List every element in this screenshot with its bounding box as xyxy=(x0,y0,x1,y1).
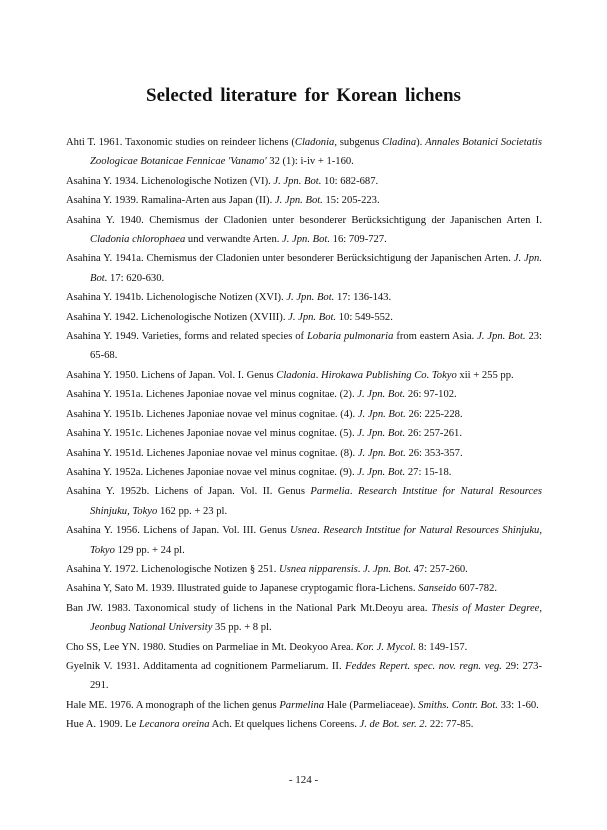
reference-text: und verwandte Arten. xyxy=(185,234,283,246)
reference-text: xii + 255 pp. xyxy=(456,369,514,381)
reference-entry xyxy=(66,385,542,404)
reference-text: Asahina Y. 1940. Chemismus der Cladonien unter besonderer Berücksichtigung der Japanischen Arten I. xyxy=(66,214,542,226)
reference-text: Asahina Y. 1939. Ramalina-Arten aus Japan (II). xyxy=(66,195,275,207)
reference-text: ). xyxy=(416,137,426,148)
reference-text: 22: 77-85. xyxy=(427,719,474,731)
reference-text: Asahina Y. 1952a. Lichenes Japoniae novae vel minus cognitae. (9). xyxy=(66,466,358,478)
reference-entry xyxy=(66,172,542,191)
reference-italic-text: Feddes Repert. spec. nov. regn. veg. xyxy=(345,660,502,672)
reference-italic-text: Sanseido xyxy=(418,583,457,595)
reference-entry xyxy=(66,133,542,172)
reference-text: 47: 257-260. xyxy=(411,563,468,575)
reference-text: 15: 205-223. xyxy=(322,195,380,207)
reference-text: Asahina Y. 1951b. Lichenes Japoniae novae vel minus cognitae. (4). xyxy=(66,408,358,420)
reference-text: 17: 136-143. xyxy=(334,292,392,304)
reference-text: Asahina Y. 1934. Lichenologische Notizen (VI). xyxy=(66,175,274,187)
reference-italic-text: J. Jpn. Bot. xyxy=(282,234,330,246)
reference-text: Gyelnik V. 1931. Additamenta ad cognitionem Parmeliarum. II. xyxy=(66,660,346,672)
page-number: - 124 - xyxy=(288,774,319,786)
reference-text: 16: 709-727. xyxy=(330,234,387,246)
reference-text: 8: 149-157. xyxy=(415,641,468,653)
reference-text: 17: 620-630. xyxy=(107,272,165,284)
reference-text: Asahina Y. 1941b. Lichenologische Notizen (XVI). xyxy=(66,292,287,304)
reference-text: Asahina Y. 1949. Varieties, forms and related species of xyxy=(66,331,307,343)
reference-entry xyxy=(66,696,542,715)
reference-italic-text: J. Jpn. Bot. xyxy=(273,175,322,187)
page-title: Selected literature for Korean lichens xyxy=(146,85,461,106)
reference-text: Hue A. 1909. Le xyxy=(66,719,139,731)
reference-entry xyxy=(66,191,542,210)
reference-entry xyxy=(66,308,542,327)
reference-text: Asahina Y. 1951d. Lichenes Japoniae novae vel minus cognitae. (8). xyxy=(66,447,358,459)
reference-entry xyxy=(66,657,542,696)
reference-italic-text: J. Jpn. Bot. xyxy=(288,311,337,323)
reference-italic-text: J. Jpn. Bot. xyxy=(274,195,323,207)
reference-text: 162 pp. + 23 pl. xyxy=(157,505,228,517)
reference-entry xyxy=(66,327,542,366)
reference-italic-text: J. Jpn. Bot. xyxy=(357,428,406,440)
reference-entry xyxy=(66,444,542,463)
reference-text: 26: 353-357. xyxy=(405,447,463,459)
reference-text: 29: 273-291. xyxy=(90,660,542,692)
reference-text: Asahina Y. 1952b. Lichens of Japan. Vol. II. Genus xyxy=(66,486,311,498)
reference-italic-text: J. Jpn. Bot. xyxy=(477,331,526,343)
reference-italic-text: J. Jpn. Bot. xyxy=(357,447,406,459)
reference-italic-text: Cladonia xyxy=(294,137,335,148)
reference-text: Asahina Y. 1951c. Lichenes Japoniae novae vel minus cognitae. (5). xyxy=(66,428,358,440)
reference-italic-text: Cladonia chlorophaea xyxy=(90,234,186,246)
reference-text: . xyxy=(315,369,322,381)
reference-text: 10: 549-552. xyxy=(336,311,393,323)
reference-text: 27: 15-18. xyxy=(405,466,452,478)
reference-italic-text: Cladina xyxy=(382,137,417,148)
reference-italic-text: Annales Botanici Societatis Zoologicae Botanicae Fennicae 'Vanamo' xyxy=(90,137,542,168)
reference-italic-text: Hirokawa Publishing Co. Tokyo xyxy=(321,369,457,381)
reference-italic-text: J. Jpn. Bot. xyxy=(363,563,412,575)
reference-italic-text: Parmelina xyxy=(279,699,325,711)
reference-entry xyxy=(66,579,542,598)
reference-text: . xyxy=(357,563,364,575)
reference-italic-text: Research Intstitue for Natural Resources Shinjuku, Tokyo xyxy=(90,525,543,556)
reference-italic-text: J. Jpn. Bot. xyxy=(357,466,406,478)
reference-text: 32 (1): i-iv + 1-160. xyxy=(266,156,354,168)
reference-entry xyxy=(66,482,542,521)
reference-italic-text: Thesis of Master Degree, Jeonbug National University xyxy=(90,602,542,634)
reference-entry xyxy=(66,405,542,424)
reference-text: 26: 97-102. xyxy=(405,389,457,401)
reference-text: Cho SS, Lee YN. 1980. Studies on Parmeliae in Mt. Deokyoo Area. xyxy=(66,641,357,653)
reference-list xyxy=(66,133,542,735)
reference-italic-text: Lobaria pulmonaria xyxy=(306,331,394,343)
reference-italic-text: Kor. J. Mycol. xyxy=(356,641,416,653)
reference-entry xyxy=(66,715,542,734)
reference-entry xyxy=(66,638,542,657)
reference-entry xyxy=(66,211,542,250)
reference-text: Asahina Y. 1942. Lichenologische Notizen (XVIII). xyxy=(66,311,289,323)
reference-italic-text: Smiths. Contr. Bot. xyxy=(418,699,498,711)
reference-italic-text: J. Jpn. Bot. xyxy=(90,253,542,284)
reference-entry xyxy=(66,366,542,385)
reference-text: 129 pp. + 24 pl. xyxy=(114,544,185,556)
reference-text: Ahti T. 1961. Taxonomic studies on reindeer lichens ( xyxy=(66,137,295,148)
reference-entry xyxy=(66,560,542,579)
reference-entry xyxy=(66,599,542,638)
reference-text: Asahina Y. 1951a. Lichenes Japoniae novae vel minus cognitae. (2). xyxy=(66,389,358,401)
reference-text: Asahina Y. 1950. Lichens of Japan. Vol. I. Genus xyxy=(66,369,277,381)
reference-entry xyxy=(66,249,542,288)
reference-italic-text: J. de Bot. ser. 2. xyxy=(359,719,428,731)
reference-text: . xyxy=(349,486,358,498)
reference-text: Asahina Y. 1956. Lichens of Japan. Vol. III. Genus xyxy=(66,525,290,537)
reference-italic-text: Lecanora oreina xyxy=(138,719,210,731)
reference-text: Ban JW. 1983. Taxonomical study of lichens in the National Park Mt.Deoyu area. xyxy=(66,602,432,614)
reference-text: Asahina Y. 1972. Lichenologische Notizen § 251. xyxy=(66,563,280,575)
reference-text: from eastern Asia. xyxy=(393,331,478,343)
reference-italic-text: Parmelia xyxy=(310,486,350,498)
reference-text: 10: 682-687. xyxy=(321,175,379,187)
reference-entry xyxy=(66,521,542,560)
reference-italic-text: J. Jpn. Bot. xyxy=(286,292,335,304)
reference-italic-text: Research Intstitue for Natural Resources Shinjuku, Tokyo xyxy=(90,486,543,517)
reference-text: , subgenus xyxy=(334,137,383,148)
reference-text: 23: 65-68. xyxy=(90,331,542,362)
reference-text: 33: 1-60. xyxy=(497,699,539,711)
reference-text: Asahina Y, Sato M. 1939. Illustrated guide to Japanese cryptogamic flora-Lichens. xyxy=(66,583,419,595)
reference-text: Hale ME. 1976. A monograph of the lichen genus xyxy=(66,699,280,711)
reference-text: Hale (Parmeliaceae). xyxy=(324,699,419,711)
reference-entry xyxy=(66,288,542,307)
reference-italic-text: Cladonia xyxy=(276,369,316,381)
reference-italic-text: J. Jpn. Bot. xyxy=(357,408,406,420)
reference-entry xyxy=(66,424,542,443)
reference-italic-text: J. Jpn. Bot. xyxy=(357,389,406,401)
reference-text: Asahina Y. 1941a. Chemismus der Cladonien unter besonderer Berücksichtigung der Japanischen Arten. xyxy=(66,253,514,265)
reference-text: 607-782. xyxy=(456,583,498,595)
reference-text: . xyxy=(317,525,324,537)
reference-entry xyxy=(66,463,542,482)
reference-italic-text: Usnea nipparensis xyxy=(279,563,358,575)
reference-italic-text: Usnea xyxy=(290,525,318,537)
reference-text: 26: 257-261. xyxy=(405,428,462,440)
reference-text: Ach. Et quelques lichens Coreens. xyxy=(209,719,360,731)
reference-text: 26: 225-228. xyxy=(405,408,463,420)
reference-text: 35 pp. + 8 pl. xyxy=(212,622,272,634)
